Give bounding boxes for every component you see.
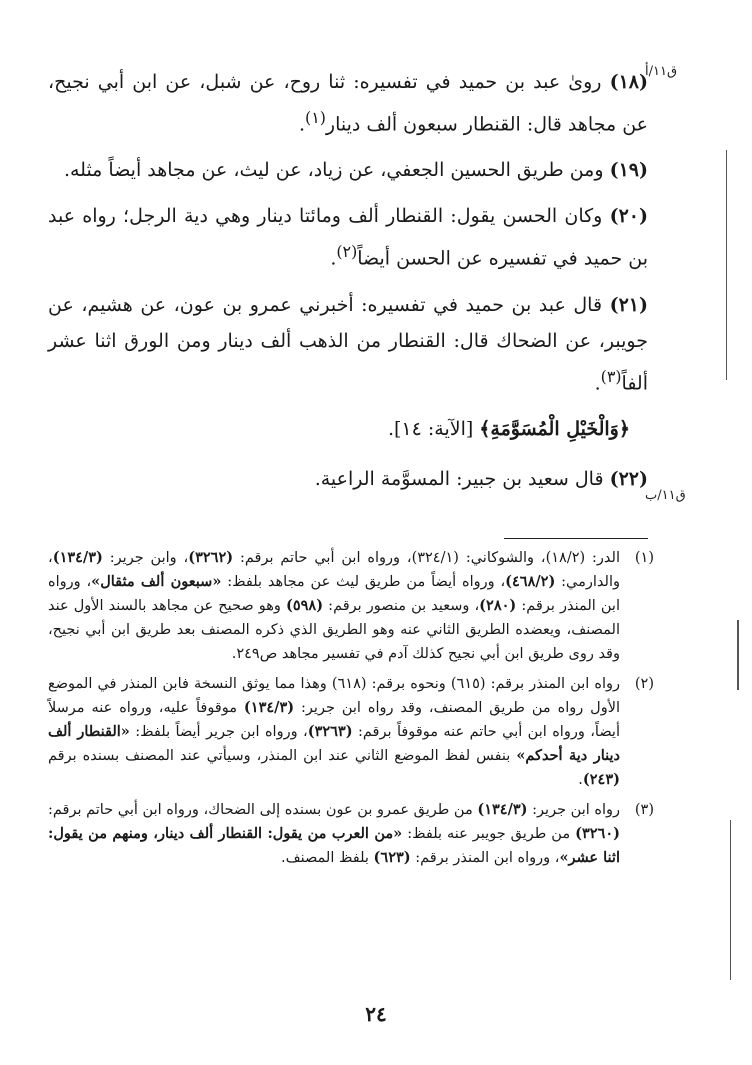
footnote-bold-segment: (٢٤٣) xyxy=(582,771,620,788)
footnote-ref: (٢) xyxy=(336,242,358,262)
footnote-bold-segment: (٥٩٨) xyxy=(285,597,324,614)
paragraph-18 xyxy=(48,64,648,142)
footnote-bold-segment: «من العرب من يقول: القنطار ألف دينار، ومنهم من يقول: اثنا عشر» xyxy=(48,825,620,866)
footnote-segment: موقوفاً عليه، ورواه عنه مرسلاً أيضاً، ورواه ابن أبي حاتم عنه موقوفاً برقم: xyxy=(48,700,620,740)
footnote-segment: رواه ابن جرير: xyxy=(527,802,621,818)
scan-artifact-line xyxy=(737,620,739,690)
margin-note-middle: ق۱۱/ب xyxy=(645,488,686,503)
footnote-segment: ، ورواه ابن جرير أيضاً بلفظ: xyxy=(129,724,308,740)
paragraph-text: ومن طريق الحسين الجعفي، عن زياد، عن ليث، عن مجاهد أيضاً مثله. xyxy=(63,159,610,182)
footnote-bold-segment: (٣٢٦٠) xyxy=(575,825,620,842)
footnote-separator xyxy=(504,538,648,539)
footnote-bold-segment: «سبعون ألف مثقال» xyxy=(91,573,222,590)
paragraph-19 xyxy=(48,152,648,188)
footnote-number: (٣) xyxy=(634,802,654,818)
footnote-segment: ، ورواه أيضاً من طريق ليث عن مجاهد بلفظ: xyxy=(221,574,506,590)
footnote-text xyxy=(48,798,620,870)
paragraph-text: وكان الحسن يقول: القنطار ألف ومائتا دينار وهي دية الرجل؛ رواه عبد بن حميد في تفسيره عن الحسن أيضاً xyxy=(48,205,648,270)
footnote-bold-segment: (١٣٤/٣) xyxy=(477,801,528,818)
paragraph-number: (١٨) xyxy=(609,71,648,93)
footnote-text xyxy=(48,672,620,792)
paragraph-21 xyxy=(48,287,648,401)
paragraph-text: قال عبد بن حميد في تفسيره: أخبرني عمرو بن عون، عن هشيم، عن جويبر، عن الضحاك قال: القنطار من الذهب ألف دينار ومن الورق اثنا عشر ألفاً xyxy=(48,293,648,394)
footnote-segment: ، وسعيد بن منصور برقم: xyxy=(323,598,480,614)
footnote-segment: بلفظ المصنف. xyxy=(280,850,374,866)
paragraph-text: قال سعيد بن جبير: المسوَّمة الراعية. xyxy=(314,467,610,490)
quran-verse-line xyxy=(48,411,630,447)
margin-note-top: ق۱۱/أ xyxy=(645,64,678,79)
footnote-segment: من طريق جويبر عنه بلفظ: xyxy=(402,826,576,842)
footnote-segment: . xyxy=(578,772,583,788)
quran-verse: ﴿وَالْخَيْلِ الْمُسَوَّمَةِ﴾ xyxy=(479,417,630,440)
footnote-bold-segment: «القنطار ألف دينار دية أحدكم» xyxy=(48,723,620,764)
footnote-bold-segment: (٣٢٦٣) xyxy=(307,723,353,740)
footnote-1 xyxy=(48,546,654,666)
paragraph-end: . xyxy=(330,247,337,270)
paragraph-20 xyxy=(48,198,648,276)
footnote-segment: من طريق عمرو بن عون بسنده إلى الضحاك، ورواه ابن أبي حاتم برقم: xyxy=(48,802,478,818)
footnote-bold-segment: (١٣٤/٣) xyxy=(52,549,103,566)
verse-reference: [الآية: ١٤]. xyxy=(387,417,480,440)
footnote-ref: (١) xyxy=(305,108,326,127)
paragraph-number: (٢١) xyxy=(609,293,648,316)
paragraph-22 xyxy=(48,461,648,497)
footnote-3 xyxy=(48,798,654,870)
footnote-segment: وهو صحيح عن مجاهد بالسند الأول عند المصنف، ويعضده الطريق الثاني عنه وهو الطريق الذي ذكره المصنف بعد طريق ابن أبي نجيح، وقد روى طريق ابن أبي نجيح كذلك آدم في تفسير مجاهد ص٢٤٩. xyxy=(48,598,620,662)
footnotes xyxy=(48,546,654,876)
footnote-segment: الدر: (١٨/٢)، والشوكاني: (٣٢٤/١)، ورواه ابن أبي حاتم برقم: xyxy=(233,550,620,566)
footnote-bold-segment: (٢٨٠) xyxy=(479,597,517,614)
footnote-text xyxy=(48,546,620,666)
scan-artifact-line xyxy=(726,150,727,380)
footnote-segment: ، وابن جرير: xyxy=(102,550,189,566)
paragraph-end: . xyxy=(298,113,306,136)
footnote-2 xyxy=(48,672,654,792)
footnote-segment: ، والدارمي: xyxy=(48,550,620,590)
footnote-bold-segment: (٣٢٦٢) xyxy=(188,549,234,566)
footnote-bold-segment: (٦٢٣) xyxy=(373,849,411,866)
footnote-number: (٢) xyxy=(634,676,654,692)
footnote-segment: رواه ابن المنذر برقم: (٦١٥) ونحوه برقم: (٦١٨) وهذا مما يوثق النسخة فابن المنذر في الموضع الأول رواه من طريق المصنف، وقد رواه ابن جرير: xyxy=(48,676,620,716)
paragraph-number: (١٩) xyxy=(609,159,648,182)
footnote-segment: ، ورواه ابن المنذر برقم: xyxy=(410,850,560,866)
main-text xyxy=(48,64,648,507)
footnote-ref: (٣) xyxy=(600,366,622,386)
page-number: ٢٤ xyxy=(365,1002,387,1026)
paragraph-number: (٢٢) xyxy=(609,467,648,490)
footnote-bold-segment: (١٣٤/٣) xyxy=(243,699,295,716)
paragraph-text: روىٰ عبد بن حميد في تفسيره: ثنا روح، عن شبل، عن ابن أبي نجيح، عن مجاهد قال: القنطار سبعون ألف دينار xyxy=(48,71,648,136)
footnote-number: (١) xyxy=(634,550,654,566)
footnote-segment: ، ورواه ابن المنذر برقم: xyxy=(48,574,620,614)
footnote-bold-segment: (٤٦٨/٢) xyxy=(505,573,556,590)
footnote-segment: بنفس لفظ الموضع الثاني عند ابن المنذر، وسيأتي عند المصنف بسنده برقم xyxy=(48,748,517,764)
paragraph-end: . xyxy=(594,371,601,394)
scan-artifact-line xyxy=(730,820,731,980)
paragraph-number: (٢٠) xyxy=(609,205,648,228)
